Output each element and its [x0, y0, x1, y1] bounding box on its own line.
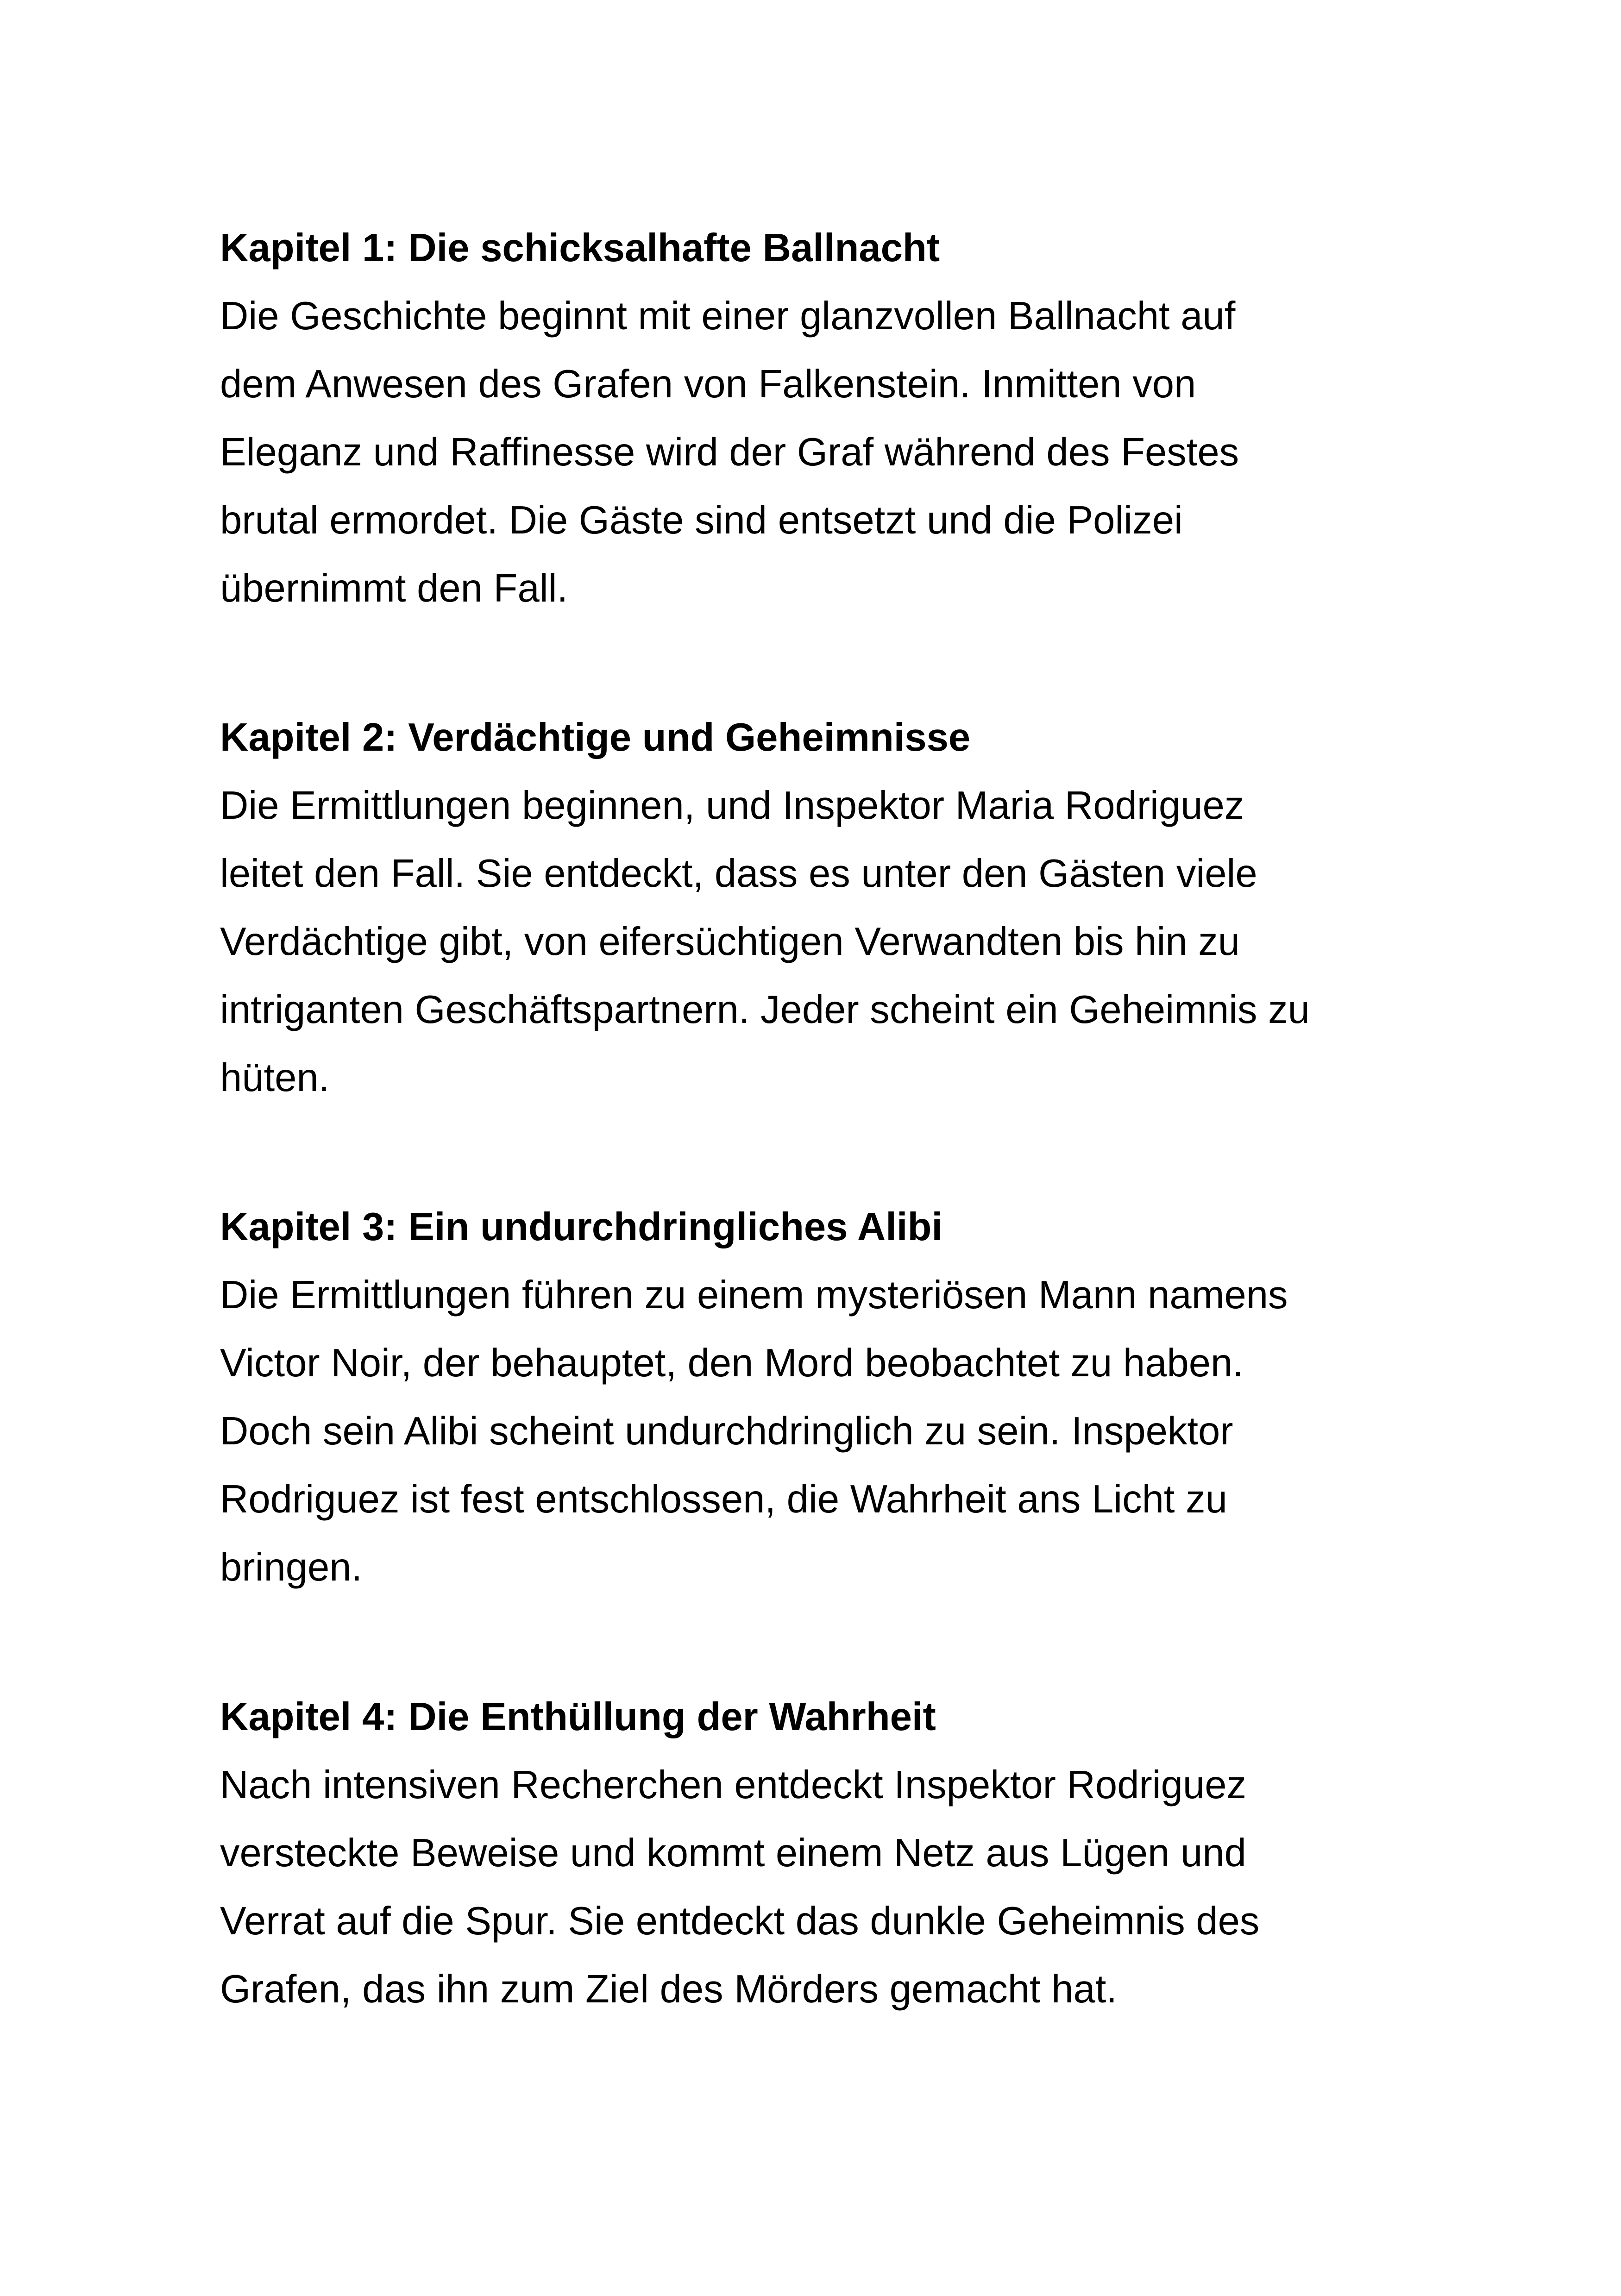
chapter-2-title: Kapitel 2: Verdächtige und Geheimnisse: [220, 715, 971, 759]
chapter-3-line-4: Rodriguez ist fest entschlossen, die Wahrheit ans Licht zu: [220, 1477, 1227, 1521]
chapter-1-line-3: Eleganz und Raffinesse wird der Graf während des Festes: [220, 430, 1239, 474]
chapter-1: [220, 214, 1470, 622]
chapter-2-line-5: hüten.: [220, 1056, 330, 1100]
chapter-1-line-2: dem Anwesen des Grafen von Falkenstein. Inmitten von: [220, 362, 1196, 406]
chapter-3: [220, 1193, 1470, 1601]
chapter-2-line-1: Die Ermittlungen beginnen, und Inspektor Maria Rodriguez: [220, 784, 1244, 828]
chapter-1-line-1: Die Geschichte beginnt mit einer glanzvollen Ballnacht auf: [220, 294, 1236, 338]
chapter-2-line-4: intriganten Geschäftspartnern. Jeder scheint ein Geheimnis zu: [220, 988, 1310, 1032]
chapter-1-title: Kapitel 1: Die schicksalhafte Ballnacht: [220, 226, 940, 270]
chapter-3-line-1: Die Ermittlungen führen zu einem mysteriösen Mann namens: [220, 1273, 1288, 1317]
chapter-4-title: Kapitel 4: Die Enthüllung der Wahrheit: [220, 1695, 936, 1739]
chapter-1-line-4: brutal ermordet. Die Gäste sind entsetzt und die Polizei: [220, 498, 1183, 542]
chapter-4-line-2: versteckte Beweise und kommt einem Netz aus Lügen und: [220, 1831, 1246, 1875]
chapter-2-line-2: leitet den Fall. Sie entdeckt, dass es unter den Gästen viele: [220, 852, 1257, 896]
chapter-3-title: Kapitel 3: Ein undurchdringliches Alibi: [220, 1205, 943, 1249]
chapter-4-line-3: Verrat auf die Spur. Sie entdeckt das dunkle Geheimnis des: [220, 1899, 1260, 1943]
chapter-2: [220, 703, 1470, 1112]
chapter-4: [220, 1683, 1470, 2023]
chapter-3-line-2: Victor Noir, der behauptet, den Mord beobachtet zu haben.: [220, 1341, 1244, 1385]
chapter-3-line-3: Doch sein Alibi scheint undurchdringlich zu sein. Inspektor: [220, 1409, 1233, 1453]
chapter-4-line-1: Nach intensiven Recherchen entdeckt Inspektor Rodriguez: [220, 1763, 1246, 1807]
chapter-3-line-5: bringen.: [220, 1545, 363, 1589]
chapter-1-line-5: übernimmt den Fall.: [220, 566, 568, 610]
chapter-4-line-4: Grafen, das ihn zum Ziel des Mörders gemacht hat.: [220, 1967, 1117, 2011]
chapter-2-line-3: Verdächtige gibt, von eifersüchtigen Verwandten bis hin zu: [220, 920, 1240, 964]
